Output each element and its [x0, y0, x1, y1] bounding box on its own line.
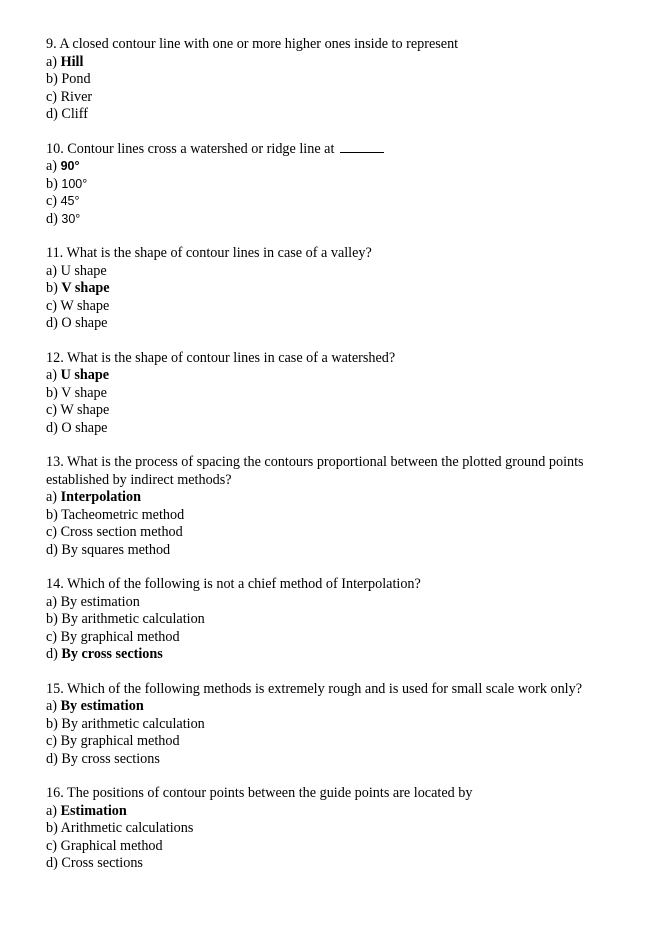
option-letter: d): [46, 750, 62, 767]
option-b: [46, 280, 606, 298]
option-letter: d): [46, 541, 62, 558]
option-letter: c): [46, 297, 61, 314]
option-b: [46, 611, 606, 629]
option-d: [46, 646, 606, 664]
option-a: [46, 367, 606, 385]
option-d: [46, 542, 606, 560]
question-text-line: [46, 141, 606, 159]
option-answer: By arithmetic calculation: [61, 715, 205, 732]
option-answer: V shape: [61, 280, 110, 296]
option-c: [46, 193, 606, 211]
question-text: 9. A closed contour line with one or more higher ones inside to represent: [46, 36, 459, 52]
option-answer: O shape: [61, 315, 108, 331]
option-letter: c): [46, 524, 61, 540]
question-12: [46, 350, 606, 438]
option-letter: a): [46, 698, 61, 714]
option-answer: U shape: [60, 262, 107, 279]
option-answer: By squares method: [61, 541, 171, 558]
option-letter: c): [46, 402, 61, 418]
option-d: [46, 855, 606, 873]
option-c: [46, 524, 606, 542]
option-c: [46, 402, 606, 420]
option-b: [46, 507, 606, 525]
option-answer: W shape: [60, 402, 110, 418]
option-letter: b): [46, 175, 62, 192]
option-answer: Cliff: [61, 106, 88, 122]
question-9: [46, 36, 606, 124]
option-answer: 90°: [60, 159, 80, 173]
option-b: [46, 176, 606, 194]
question-text: 12. What is the shape of contour lines in case of a watershed?: [46, 349, 396, 366]
option-answer: Estimation: [60, 802, 127, 819]
question-text: 14. Which of the following is not a chief method of Interpolation?: [46, 576, 421, 592]
option-answer: Pond: [61, 71, 91, 87]
option-letter: d): [46, 315, 62, 331]
option-a: [46, 489, 606, 507]
question-text: 15. Which of the following methods is extremely rough and is used for small scale work only?: [46, 680, 582, 697]
option-answer: 45°: [60, 194, 80, 208]
option-letter: d): [46, 419, 62, 436]
option-letter: a): [46, 367, 61, 383]
option-answer: Interpolation: [60, 489, 141, 505]
option-letter: b): [46, 715, 62, 732]
question-15: [46, 681, 606, 769]
option-b: [46, 716, 606, 734]
option-letter: c): [46, 88, 61, 105]
option-answer: By graphical method: [60, 628, 180, 645]
question-text: 16. The positions of contour points between the guide points are located by: [46, 785, 473, 801]
option-d: [46, 211, 606, 229]
option-answer: Cross sections: [61, 855, 143, 871]
option-a: [46, 263, 606, 281]
option-answer: Arithmetic calculations: [60, 820, 194, 836]
option-letter: a): [46, 53, 61, 70]
option-answer: By arithmetic calculation: [61, 611, 205, 627]
option-answer: Hill: [60, 53, 84, 70]
question-13: [46, 454, 606, 559]
question-text: 11. What is the shape of contour lines in case of a valley?: [46, 245, 372, 261]
option-c: [46, 733, 606, 751]
question-16: [46, 785, 606, 873]
option-letter: a): [46, 489, 61, 505]
document-page: [46, 36, 606, 890]
option-letter: b): [46, 280, 62, 296]
option-c: [46, 838, 606, 856]
option-answer: River: [60, 88, 93, 105]
question-14: [46, 576, 606, 664]
option-letter: a): [46, 262, 61, 279]
option-answer: 100°: [61, 176, 88, 191]
option-b: [46, 820, 606, 838]
option-letter: b): [46, 506, 62, 523]
option-a: [46, 803, 606, 821]
option-answer: By cross sections: [61, 750, 160, 767]
option-letter: b): [46, 820, 61, 836]
option-d: [46, 420, 606, 438]
option-a: [46, 158, 606, 176]
option-letter: d): [46, 106, 62, 122]
option-letter: c): [46, 193, 61, 209]
option-b: [46, 71, 606, 89]
option-letter: b): [46, 71, 62, 87]
question-10: [46, 141, 606, 229]
option-answer: By cross sections: [61, 646, 163, 662]
option-b: [46, 385, 606, 403]
option-c: [46, 629, 606, 647]
option-answer: W shape: [60, 297, 110, 314]
option-answer: By estimation: [60, 698, 144, 714]
option-letter: a): [46, 158, 61, 174]
option-answer: Graphical method: [60, 837, 163, 854]
option-answer: Cross section method: [60, 524, 183, 540]
option-letter: b): [46, 611, 62, 627]
option-letter: b): [46, 384, 62, 401]
option-letter: c): [46, 628, 61, 645]
question-text: 10. Contour lines cross a watershed or ridge line at: [46, 140, 335, 157]
option-letter: a): [46, 593, 61, 610]
option-a: [46, 698, 606, 716]
question-11: [46, 245, 606, 333]
option-letter: d): [46, 210, 62, 227]
option-d: [46, 315, 606, 333]
option-a: [46, 594, 606, 612]
option-a: [46, 54, 606, 72]
option-answer: O shape: [61, 419, 108, 436]
option-letter: d): [46, 646, 62, 662]
option-letter: d): [46, 855, 62, 871]
option-c: [46, 89, 606, 107]
option-answer: 30°: [61, 211, 81, 226]
option-letter: c): [46, 837, 61, 854]
option-answer: Tacheometric method: [61, 506, 185, 523]
option-d: [46, 106, 606, 124]
question-text: 13. What is the process of spacing the contours proportional between the plotted ground points established by indirect methods?: [46, 454, 584, 488]
option-letter: c): [46, 733, 61, 749]
answer-blank: [340, 141, 384, 153]
option-c: [46, 298, 606, 316]
option-letter: a): [46, 802, 61, 819]
option-answer: By graphical method: [60, 733, 180, 749]
option-d: [46, 751, 606, 769]
option-answer: U shape: [60, 367, 110, 383]
option-answer: By estimation: [60, 593, 140, 610]
option-answer: V shape: [61, 384, 107, 401]
